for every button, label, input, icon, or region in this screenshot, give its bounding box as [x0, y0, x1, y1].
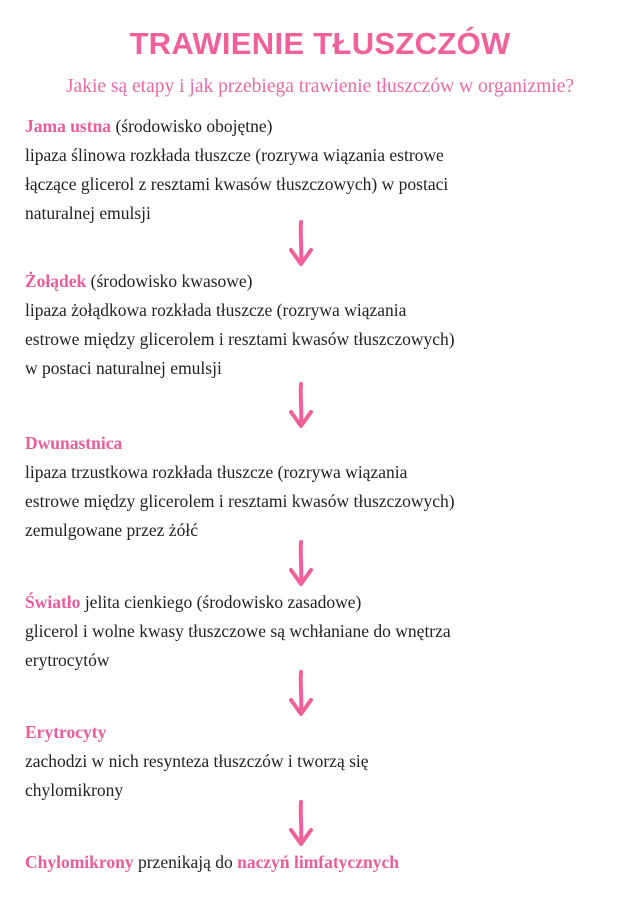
final-stage	[25, 848, 625, 877]
stage-name: Żołądek	[25, 271, 87, 291]
arrow-down-icon	[286, 220, 316, 268]
stage-text-line: lipaza żołądkowa rozkłada tłuszcze (rozrywa wiązania	[25, 300, 407, 320]
arrow-down-icon	[286, 670, 316, 718]
stage-text-line: zachodzi w nich resynteza tłuszczów i tworzą się	[25, 751, 369, 771]
final-statement	[25, 848, 625, 877]
stage-heading	[25, 429, 625, 458]
stage-text-line: łączące glicerol z resztami kwasów tłuszczowych) w postaci	[25, 174, 449, 194]
stage-text-line: zemulgowane przez żółć	[25, 520, 198, 540]
stage-environment: jelita cienkiego (środowisko zasadowe)	[80, 592, 362, 612]
stage-text-line: naturalnej emulsji	[25, 203, 151, 223]
stage-text-line: lipaza ślinowa rozkłada tłuszcze (rozrywa wiązania estrowe	[25, 145, 444, 165]
stage-name: Erytrocyty	[25, 722, 107, 742]
stage-text-line: chylomikrony	[25, 780, 124, 800]
lymph-vessels-term: naczyń limfatycznych	[237, 852, 399, 872]
stage-environment: (środowisko kwasowe)	[86, 271, 253, 291]
stage-text-line: w postaci naturalnej emulsji	[25, 358, 222, 378]
stage-text-line: estrowe między glicerolem i resztami kwasów tłuszczowych)	[25, 491, 455, 511]
stage-mouth	[25, 112, 625, 228]
stage-text-line: estrowe między glicerolem i resztami kwasów tłuszczowych)	[25, 329, 455, 349]
page-subtitle: Jakie są etapy i jak przebiega trawienie tłuszczów w organizmie?	[65, 76, 575, 97]
final-connector: przenikają do	[133, 852, 238, 872]
stage-intestine-lumen	[25, 588, 625, 675]
stage-heading	[25, 112, 625, 141]
stage-name: Światło	[25, 592, 81, 612]
stage-text-line: glicerol i wolne kwasy tłuszczowe są wchłaniane do wnętrza	[25, 621, 451, 641]
page-title: TRAWIENIE TŁUSZCZÓW	[129, 26, 511, 61]
stage-environment: (środowisko obojętne)	[111, 116, 273, 136]
stage-name: Jama ustna	[25, 116, 112, 136]
stage-text-line: erytrocytów	[25, 650, 110, 670]
stage-stomach	[25, 267, 625, 383]
stage-heading	[25, 718, 625, 747]
stage-duodenum	[25, 429, 625, 545]
stage-text-line: lipaza trzustkowa rozkłada tłuszcze (rozrywa wiązania	[25, 462, 408, 482]
stage-heading	[25, 267, 625, 296]
stage-name: Dwunastnica	[25, 433, 123, 453]
arrow-down-icon	[286, 382, 316, 430]
stage-heading	[25, 588, 625, 617]
arrow-down-icon	[286, 800, 316, 848]
chylomicrons-term: Chylomikrony	[25, 852, 134, 872]
stage-erythrocytes	[25, 718, 625, 805]
arrow-down-icon	[286, 540, 316, 588]
